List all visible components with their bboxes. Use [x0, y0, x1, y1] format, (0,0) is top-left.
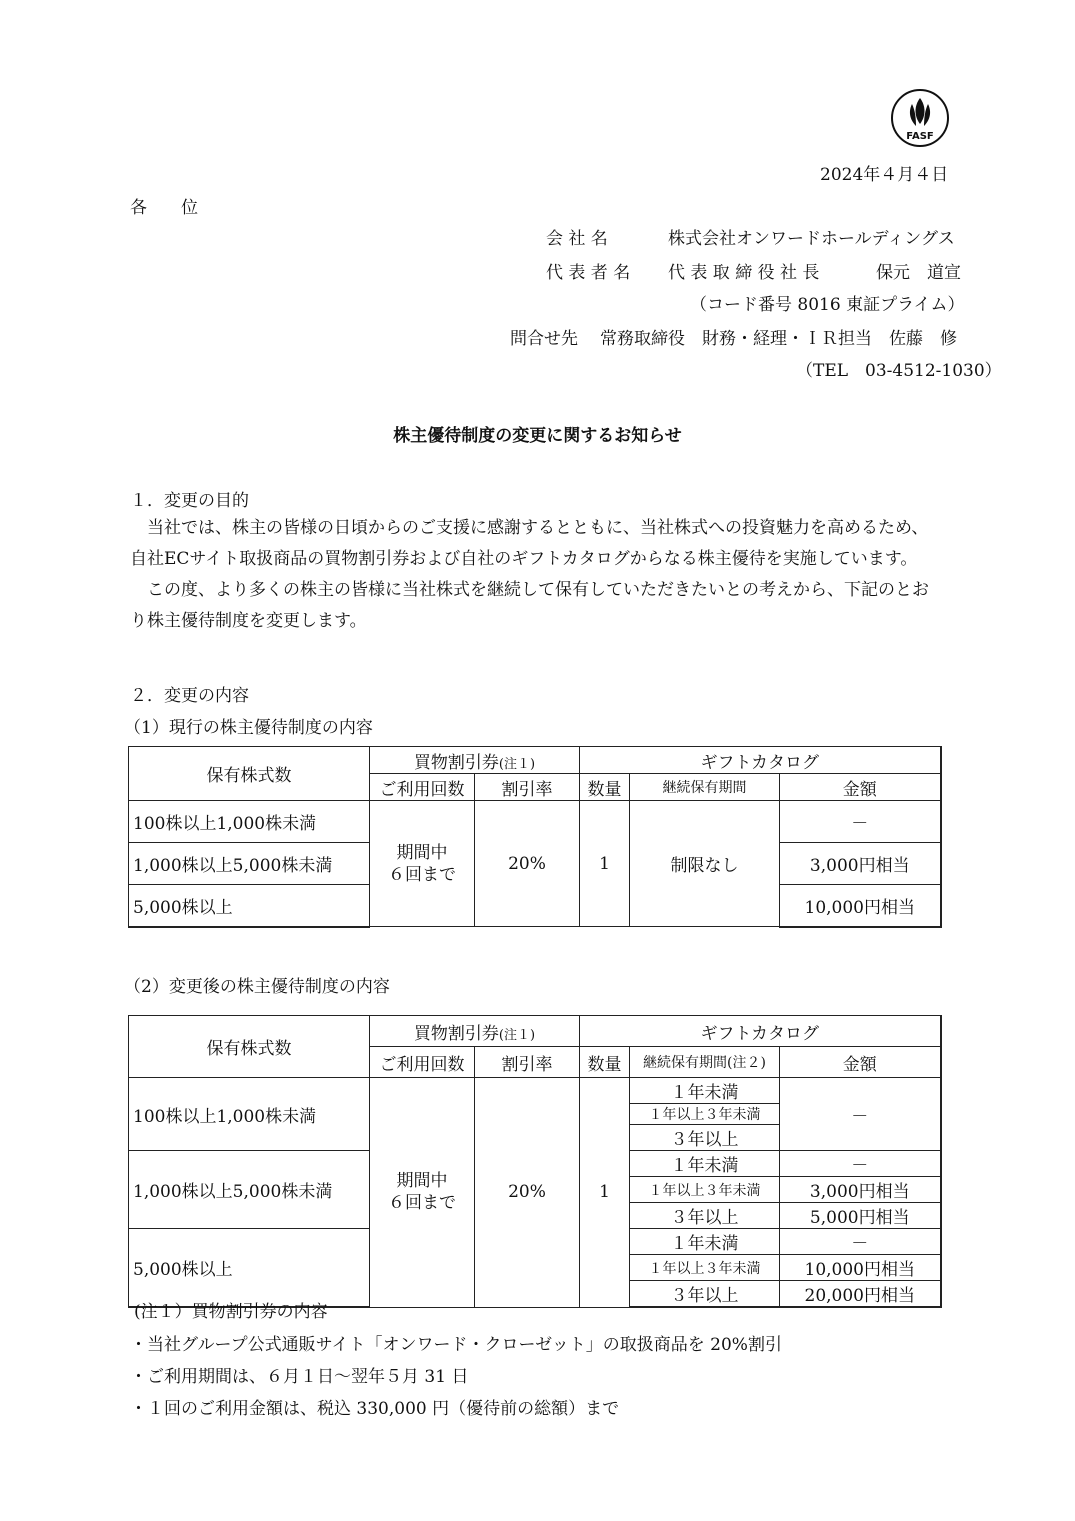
th-rate: 割引率: [475, 1047, 580, 1078]
amount-cell: －: [780, 1229, 941, 1255]
section1-p1-line2: 自社ECサイト取扱商品の買物割引券および自社のギフトカタログからなる株主優待を実施しています。: [130, 549, 918, 569]
th-period: 継続保有期間(注２): [630, 1047, 780, 1078]
group-amount: －: [780, 1078, 941, 1151]
group-shares: 100株以上1,000株未満: [129, 1078, 370, 1151]
row-amount: 3,000円相当: [780, 843, 941, 885]
table1-header-row1: [129, 747, 941, 774]
th-rate: 割引率: [475, 774, 580, 801]
th-shares: 保有株式数: [129, 1016, 370, 1078]
note-item: ・１回のご利用金額は、税込 330,000 円（優待前の総額）まで: [130, 1399, 620, 1419]
representative-name: 保元 道宣: [876, 263, 961, 283]
period-cell: １年以上３年未満: [630, 1255, 780, 1281]
table-row: [129, 801, 941, 843]
company-label: 会 社 名: [546, 229, 608, 249]
usage-cell: 期間中 ６回まで: [370, 801, 475, 927]
row-shares: 5,000株以上: [129, 885, 370, 927]
section2-heading: ２．変更の内容: [130, 686, 249, 706]
section1-p2-line2: り株主優待制度を変更します。: [130, 611, 367, 631]
amount-cell: 20,000円相当: [780, 1281, 941, 1308]
representative-title: 代 表 取 締 役 社 長: [668, 263, 820, 283]
row-amount: －: [780, 801, 941, 843]
table-row: [129, 1078, 941, 1104]
table2-header-row1: [129, 1016, 941, 1047]
table2-caption: （2）変更後の株主優待制度の内容: [124, 977, 390, 997]
th-usage: ご利用回数: [370, 774, 475, 801]
section1-p2-line1: この度、より多くの株主の皆様に当社株式を継続して保有していただきたいとの考えから、下記のとお: [147, 580, 929, 600]
logo-text: FASF: [906, 131, 934, 142]
document-title: 株主優待制度の変更に関するお知らせ: [393, 426, 682, 446]
th-amount: 金額: [780, 1047, 941, 1078]
note-item: ・当社グループ公式通販サイト「オンワード・クローゼット」の取扱商品を 20%割引: [130, 1335, 782, 1355]
table1-caption: （1）現行の株主優待制度の内容: [124, 718, 373, 738]
th-usage: ご利用回数: [370, 1047, 475, 1078]
addressee: 各 位: [130, 198, 198, 218]
th-qty: 数量: [580, 774, 630, 801]
amount-cell: －: [780, 1151, 941, 1177]
th-shares: 保有株式数: [129, 747, 370, 801]
group-shares: 1,000株以上5,000株未満: [129, 1151, 370, 1229]
telephone: （TEL 03-4512-1030）: [796, 361, 1002, 381]
usage-cell: 期間中 ６回まで: [370, 1078, 475, 1308]
amount-cell: 10,000円相当: [780, 1255, 941, 1281]
th-catalog: ギフトカタログ: [580, 1016, 941, 1047]
amount-cell: 5,000円相当: [780, 1203, 941, 1229]
th-amount: 金額: [780, 774, 941, 801]
stock-code: （コード番号 8016 東証プライム）: [690, 295, 965, 315]
th-coupon: 買物割引券(注１): [370, 1016, 580, 1047]
period-cell: １年未満: [630, 1078, 780, 1104]
qty-cell: 1: [580, 801, 630, 927]
group-shares: 5,000株以上: [129, 1229, 370, 1308]
fasf-logo: [890, 88, 950, 148]
period-cell: ３年以上: [630, 1125, 780, 1151]
period-cell: １年未満: [630, 1151, 780, 1177]
contact-label: 問合せ先: [510, 329, 578, 349]
th-coupon: 買物割引券(注１): [370, 747, 580, 774]
contact-person: 常務取締役 財務・経理・ＩＲ担当 佐藤 修: [600, 329, 957, 349]
current-benefits-table: [128, 746, 942, 928]
rate-cell: 20%: [475, 1078, 580, 1308]
amount-cell: 3,000円相当: [780, 1177, 941, 1203]
row-amount: 10,000円相当: [780, 885, 941, 927]
section1-heading: １．変更の目的: [130, 491, 249, 511]
period-cell: ３年以上: [630, 1203, 780, 1229]
note-item: ・ご利用期間は、６月１日～翌年５月 31 日: [130, 1367, 469, 1387]
th-qty: 数量: [580, 1047, 630, 1078]
period-cell: 制限なし: [630, 801, 780, 927]
th-period: 継続保有期間: [630, 774, 780, 801]
qty-cell: 1: [580, 1078, 630, 1308]
period-cell: ３年以上: [630, 1281, 780, 1308]
period-cell: １年未満: [630, 1229, 780, 1255]
section1-p1-line1: 当社では、株主の皆様の日頃からのご支援に感謝するとともに、当社株式への投資魅力を高めるため、: [147, 518, 929, 538]
notes-heading: (注１）買物割引券の内容: [134, 1302, 328, 1322]
revised-benefits-table: [128, 1015, 942, 1308]
period-cell: １年以上３年未満: [630, 1104, 780, 1125]
th-catalog: ギフトカタログ: [580, 747, 941, 774]
period-cell: １年以上３年未満: [630, 1177, 780, 1203]
company-name: 株式会社オンワードホールディングス: [668, 229, 955, 249]
section1-body: [130, 513, 950, 637]
date: 2024年４月４日: [820, 165, 949, 185]
row-shares: 100株以上1,000株未満: [129, 801, 370, 843]
representative-label: 代 表 者 名: [546, 263, 631, 283]
rate-cell: 20%: [475, 801, 580, 927]
row-shares: 1,000株以上5,000株未満: [129, 843, 370, 885]
